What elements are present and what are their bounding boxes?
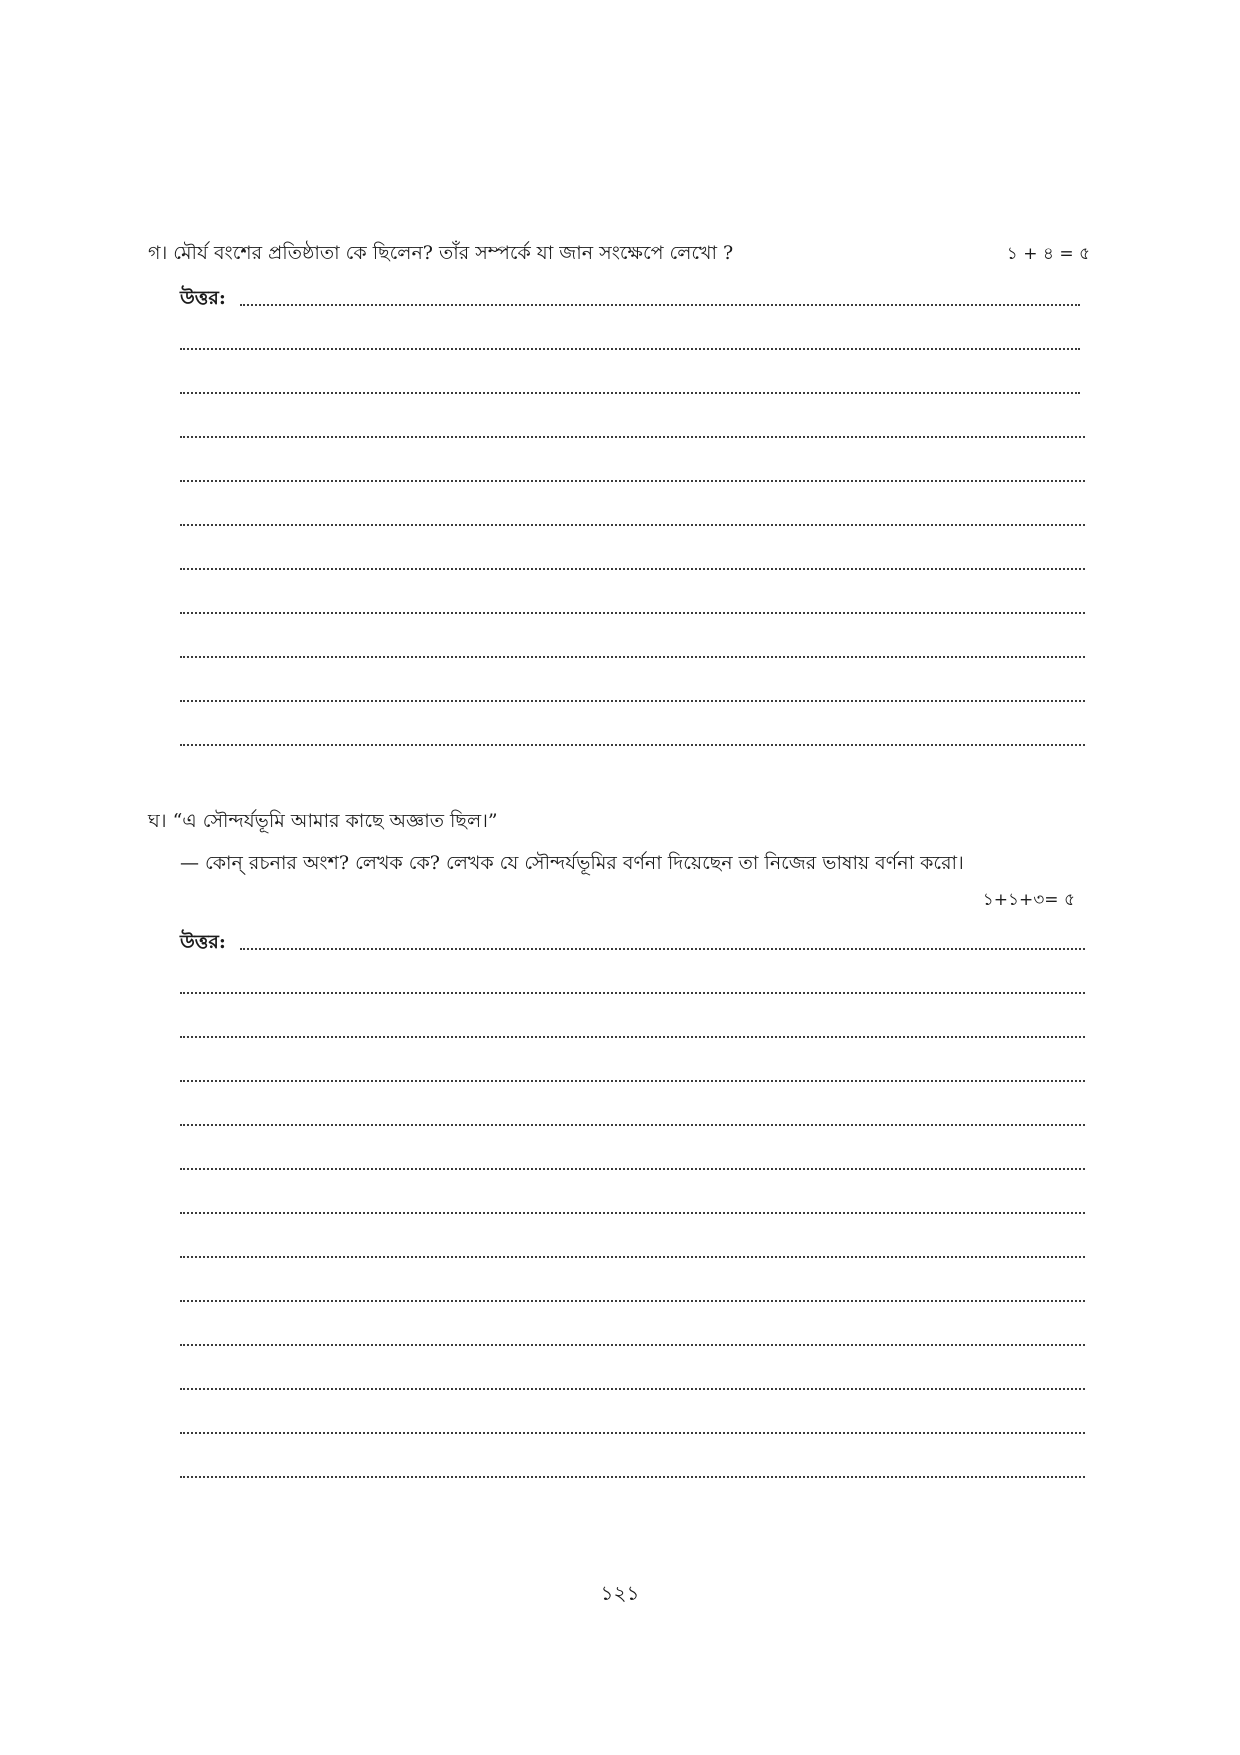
answer-line[interactable] bbox=[180, 1476, 1085, 1478]
answer-line[interactable] bbox=[180, 744, 1085, 746]
answer-line[interactable] bbox=[180, 612, 1085, 614]
question-gha-marks: ১+১+৩= ৫ bbox=[982, 890, 1075, 910]
question-ga-answer-label: উত্তর: bbox=[180, 287, 226, 309]
answer-line[interactable] bbox=[180, 1388, 1085, 1390]
answer-line[interactable] bbox=[240, 304, 1080, 306]
question-gha-quote: “এ সৌন্দর্যভূমি আমার কাছে অজ্ঞাত ছিল।” bbox=[172, 810, 498, 832]
answer-line[interactable] bbox=[180, 1212, 1085, 1214]
answer-line[interactable] bbox=[180, 1432, 1085, 1434]
answer-line[interactable] bbox=[180, 1168, 1085, 1170]
answer-line[interactable] bbox=[180, 436, 1085, 438]
answer-line[interactable] bbox=[180, 656, 1085, 658]
question-ga-text: মৌর্য বংশের প্রতিষ্ঠাতা কে ছিলেন? তাঁর সম্পর্কে যা জান সংক্ষেপে লেখো ? bbox=[173, 242, 734, 264]
answer-line[interactable] bbox=[180, 480, 1085, 482]
question-ga-marks: ১ + ৪ = ৫ bbox=[1006, 244, 1090, 264]
answer-line[interactable] bbox=[180, 348, 1080, 350]
answer-line[interactable] bbox=[180, 1036, 1085, 1038]
answer-line[interactable] bbox=[180, 1080, 1085, 1082]
question-gha-text: — কোন্ রচনার অংশ? লেখক কে? লেখক যে সৌন্দর্যভূমির বর্ণনা দিয়েছেন তা নিজের ভাষায় বর্ণনা করো। bbox=[180, 852, 964, 874]
answer-line[interactable] bbox=[180, 568, 1085, 570]
question-ga-line bbox=[148, 240, 733, 266]
answer-line[interactable] bbox=[240, 948, 1085, 950]
answer-line[interactable] bbox=[180, 1124, 1085, 1126]
question-gha-answer-label: উত্তর: bbox=[180, 931, 226, 953]
answer-line[interactable] bbox=[180, 392, 1080, 394]
answer-line[interactable] bbox=[180, 992, 1085, 994]
question-gha-quote-line bbox=[148, 808, 498, 834]
question-ga-prefix: গ। bbox=[148, 242, 168, 264]
answer-line[interactable] bbox=[180, 1256, 1085, 1258]
answer-line[interactable] bbox=[180, 1300, 1085, 1302]
answer-line[interactable] bbox=[180, 700, 1085, 702]
question-gha-prefix: ঘ। bbox=[148, 810, 167, 832]
page-number: ১২১ bbox=[600, 1581, 640, 1605]
answer-line[interactable] bbox=[180, 524, 1085, 526]
answer-line[interactable] bbox=[180, 1344, 1085, 1346]
